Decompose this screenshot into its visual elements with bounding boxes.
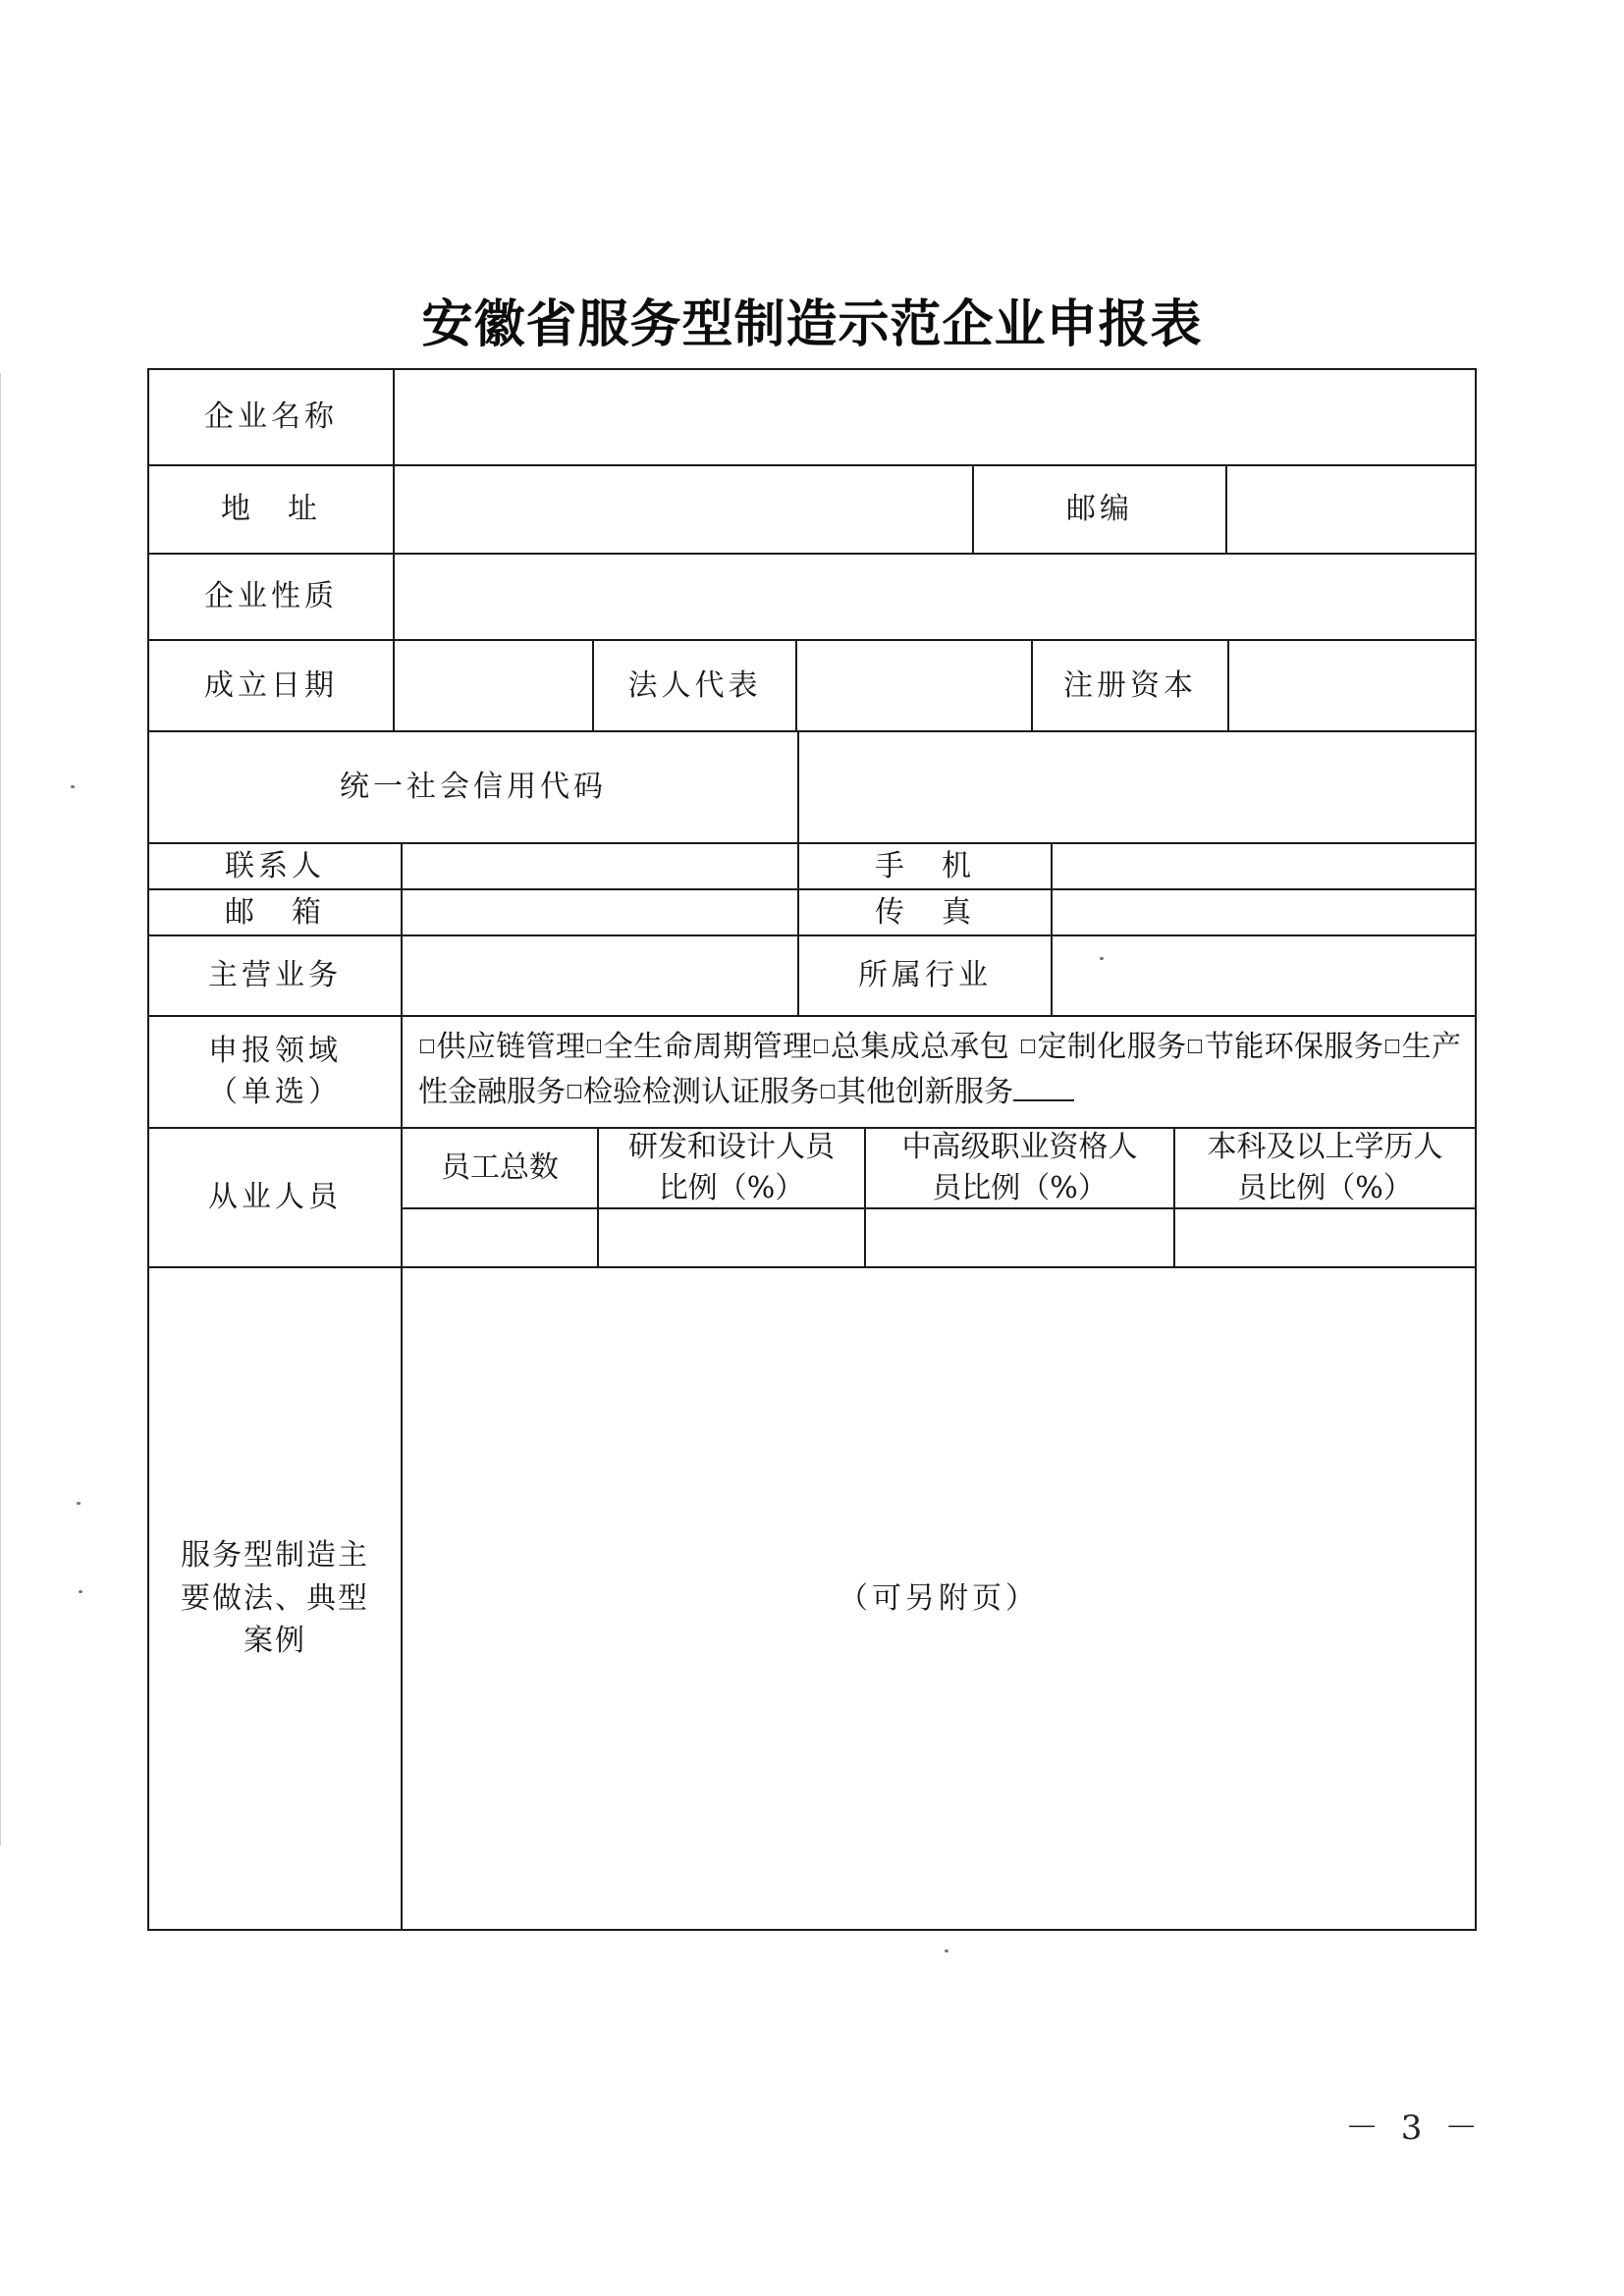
label-registered-capital: 注册资本: [1063, 667, 1197, 703]
label-practices: 服务型制造主要做法、典型案例: [181, 1538, 369, 1659]
label-application-field: [149, 1017, 401, 1127]
industry-field[interactable]: [1053, 936, 1475, 1015]
label-address: 地 址: [221, 492, 321, 526]
label-fax: 传 真: [875, 894, 975, 930]
option-label: 其他创新服务: [837, 1075, 1013, 1109]
checkbox-supply-chain[interactable]: [420, 1040, 434, 1053]
attach-note: （可另附页）: [839, 1580, 1039, 1616]
label-main-business: 主营业务: [208, 958, 342, 992]
staff-total-field[interactable]: [403, 1209, 597, 1266]
scan-edge: [0, 373, 1, 1845]
postcode-field[interactable]: [1227, 466, 1475, 553]
option-label: 总集成总承包: [830, 1030, 1010, 1064]
application-field-options: [418, 1025, 1461, 1115]
label-company-name: 企业名称: [204, 400, 338, 434]
degree-ratio-header: 本科及以上学历人员比例（%）: [1207, 1130, 1443, 1205]
contact-field[interactable]: [403, 844, 797, 888]
scan-speck: [77, 1502, 81, 1505]
scan-speck: [71, 785, 75, 788]
label-staff: 从业人员: [208, 1180, 342, 1214]
label-established-date: 成立日期: [204, 667, 338, 703]
option-label: 生产性金融服务: [418, 1030, 1461, 1109]
option-label: 供应链管理: [436, 1030, 586, 1064]
checkbox-inspection[interactable]: [568, 1085, 581, 1098]
checkbox-other[interactable]: [821, 1085, 835, 1098]
checkbox-customization[interactable]: [1021, 1040, 1035, 1053]
checkbox-lifecycle[interactable]: [587, 1040, 601, 1053]
checkbox-finance[interactable]: [1385, 1040, 1399, 1053]
page-title: 安徽省服务型制造示范企业申报表: [421, 294, 1203, 354]
company-name-field[interactable]: [395, 370, 1475, 464]
label-mobile: 手 机: [875, 848, 975, 883]
rd-ratio-field[interactable]: [599, 1209, 864, 1266]
scan-speck: [945, 1949, 948, 1952]
page-number: － 3 －: [1345, 2109, 1485, 2148]
option-label: 节能环保服务: [1204, 1030, 1384, 1064]
senior-qual-ratio-header: 中高级职业资格人员比例（%）: [901, 1130, 1138, 1205]
degree-ratio-field[interactable]: [1175, 1209, 1475, 1266]
other-blank-line[interactable]: [1013, 1076, 1074, 1101]
label-email: 邮 箱: [225, 894, 325, 930]
application-field-note: （单选）: [208, 1075, 342, 1109]
label-company-nature: 企业性质: [204, 579, 338, 614]
established-date-field[interactable]: [395, 641, 592, 730]
label-postcode: 邮编: [1066, 492, 1133, 526]
email-field[interactable]: [403, 890, 797, 934]
label-legal-rep: 法人代表: [627, 667, 762, 703]
label-contact: 联系人: [225, 848, 325, 883]
address-field[interactable]: [395, 466, 972, 553]
application-field-title: 申报领域: [208, 1034, 342, 1068]
credit-code-field[interactable]: [799, 732, 1475, 842]
option-label: 检验检测认证服务: [583, 1075, 819, 1109]
legal-rep-field[interactable]: [797, 641, 1031, 730]
option-label: 定制化服务: [1037, 1030, 1187, 1064]
senior-qual-ratio-field[interactable]: [866, 1209, 1173, 1266]
practices-field[interactable]: [403, 1268, 1475, 1929]
checkbox-integration[interactable]: [814, 1040, 828, 1053]
rd-ratio-header: 研发和设计人员比例（%）: [628, 1130, 835, 1205]
registered-capital-field[interactable]: [1229, 641, 1475, 730]
scan-speck: [79, 1590, 82, 1593]
checkbox-energy-saving[interactable]: [1188, 1040, 1202, 1053]
option-label: 全生命周期管理: [603, 1030, 813, 1064]
mobile-field[interactable]: [1053, 844, 1475, 888]
label-industry: 所属行业: [858, 958, 992, 992]
main-business-field[interactable]: [403, 936, 797, 1015]
staff-total-header: 员工总数: [441, 1150, 559, 1185]
label-credit-code: 统一社会信用代码: [340, 770, 607, 804]
fax-field[interactable]: [1053, 890, 1475, 934]
company-nature-field[interactable]: [395, 555, 1475, 639]
